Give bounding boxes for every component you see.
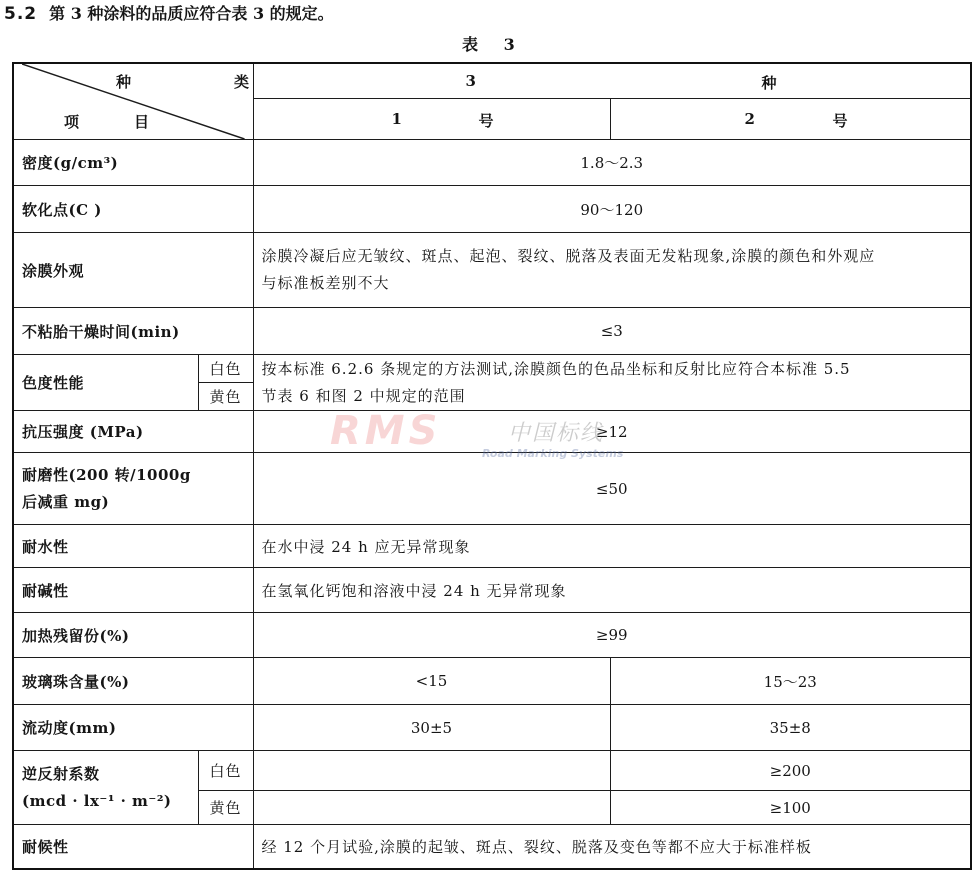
spec-table <box>12 62 972 870</box>
row-label-heating-residue: 加热残留份(%) <box>13 613 253 658</box>
table-row <box>13 525 971 568</box>
table-row <box>13 140 971 186</box>
row-label-softening-point: 软化点(C ) <box>13 186 253 233</box>
table-row <box>13 705 971 751</box>
row-value-compressive-strength: ≥12 <box>253 411 971 453</box>
corner-bottom-char-2: 目 <box>134 113 150 131</box>
group-header-char-2: 种 <box>761 73 777 92</box>
grade-2-header-number: 2 <box>744 110 755 129</box>
row-label-abrasion-resistance <box>13 453 253 525</box>
row-value-water-resistance: 在水中浸 24 h 应无异常现象 <box>253 525 971 568</box>
table-caption: 表 3 <box>462 35 525 54</box>
section-heading-text: 第 3 种涂料的品质应符合表 3 的规定。 <box>49 4 334 23</box>
watermark-english-text: Road Marking Systems <box>482 447 624 460</box>
row-label-no-pickup-drying-time: 不粘胎干燥时间(min) <box>13 308 253 355</box>
row-value-glass-bead-content-grade-2: 15～23 <box>610 658 971 705</box>
row-value-alkali-resistance: 在氢氧化钙饱和溶液中浸 24 h 无异常现象 <box>253 568 971 613</box>
table-row <box>13 233 971 308</box>
value-line: 节表 6 和图 2 中规定的范围 <box>261 386 466 405</box>
table-row <box>13 613 971 658</box>
row-value-retroreflection-yellow-grade-2: ≥100 <box>610 791 971 825</box>
table-row <box>13 568 971 613</box>
row-label-water-resistance: 耐水性 <box>13 525 253 568</box>
grade-2-header-cell <box>610 99 971 140</box>
section-number: 5.2 <box>4 4 38 24</box>
row-value-retroreflection-yellow-grade-1 <box>253 791 610 825</box>
grade-2-header-suffix: 号 <box>832 112 848 131</box>
row-value-chromaticity <box>253 355 971 411</box>
value-line: 涂膜冷凝后应无皱纹、斑点、起泡、裂纹、脱落及表面无发粘现象,涂膜的颜色和外观应 <box>261 247 876 265</box>
corner-header-box <box>22 64 250 139</box>
row-sub-white: 白色 <box>198 751 253 791</box>
row-sub-yellow: 黄色 <box>198 383 253 411</box>
grade-1-header-cell <box>253 99 610 140</box>
row-value-retroreflection-white-grade-2: ≥200 <box>610 751 971 791</box>
table-row <box>13 658 971 705</box>
grade-2-header-box <box>619 100 963 138</box>
grade-1-header-suffix: 号 <box>478 112 494 131</box>
row-label-compressive-strength: 抗压强度 (MPa) <box>13 411 253 453</box>
label-line: 后减重 mg) <box>22 492 110 511</box>
table-row <box>13 453 971 525</box>
row-value-retroreflection-white-grade-1 <box>253 751 610 791</box>
watermark-chinese-text: 中国标线 <box>508 421 605 446</box>
row-sub-white: 白色 <box>198 355 253 383</box>
row-value-heating-residue: ≥99 <box>253 613 971 658</box>
row-label-fluidity: 流动度(mm) <box>13 705 253 751</box>
row-value-abrasion-resistance: ≤50 <box>253 453 971 525</box>
label-line: (mcd · lx⁻¹ · m⁻²) <box>22 791 172 810</box>
value-line: 与标准板差别不大 <box>261 274 390 292</box>
corner-bottom-char-1: 项 <box>64 113 80 131</box>
row-label-alkali-resistance: 耐碱性 <box>13 568 253 613</box>
section-heading <box>4 1 334 24</box>
table-row <box>13 308 971 355</box>
row-value-fluidity-grade-1: 30±5 <box>253 705 610 751</box>
group-header-char-1: 3 <box>465 71 476 90</box>
row-value-no-pickup-drying-time: ≤3 <box>253 308 971 355</box>
row-value-weather-resistance: 经 12 个月试验,涂膜的起皱、斑点、裂纹、脱落及变色等都不应大于标准样板 <box>253 825 971 869</box>
row-value-film-appearance <box>253 233 971 308</box>
row-value-softening-point: 90～120 <box>253 186 971 233</box>
table-row <box>13 186 971 233</box>
row-value-density: 1.8～2.3 <box>253 140 971 186</box>
table-row <box>13 751 971 791</box>
row-label-film-appearance: 涂膜外观 <box>13 233 253 308</box>
row-label-chromaticity: 色度性能 <box>13 355 198 411</box>
grade-1-header-box <box>262 100 602 138</box>
group-header-cell <box>253 63 971 99</box>
row-label-retroreflection <box>13 751 198 825</box>
table-row <box>13 411 971 453</box>
value-line: 按本标准 6.2.6 条规定的方法测试,涂膜颜色的色品坐标和反射比应符合本标准 5.5 <box>261 359 851 378</box>
group-header-box <box>262 65 963 98</box>
corner-header-cell <box>13 63 253 140</box>
row-label-density: 密度(g/cm³) <box>13 140 253 186</box>
row-value-fluidity-grade-2: 35±8 <box>610 705 971 751</box>
corner-top-char-2: 类 <box>234 73 250 91</box>
label-line: 逆反射系数 <box>22 764 100 783</box>
table-row <box>13 355 971 383</box>
table-row <box>13 825 971 869</box>
corner-top-char-1: 种 <box>116 73 132 91</box>
row-label-glass-bead-content: 玻璃珠含量(%) <box>13 658 253 705</box>
watermark-logo: RMS <box>330 408 442 454</box>
header-row-1 <box>13 63 971 99</box>
row-label-weather-resistance: 耐候性 <box>13 825 253 869</box>
grade-1-header-number: 1 <box>391 110 402 129</box>
row-value-glass-bead-content-grade-1: <15 <box>253 658 610 705</box>
label-line: 耐磨性(200 转/1000g <box>22 465 191 484</box>
row-sub-yellow: 黄色 <box>198 791 253 825</box>
